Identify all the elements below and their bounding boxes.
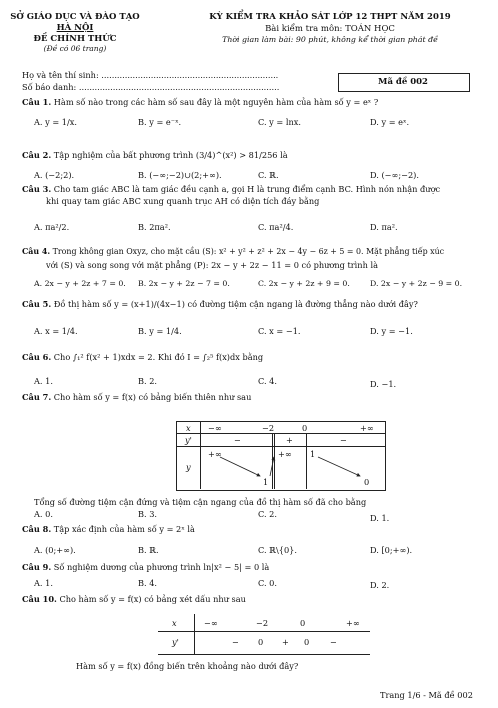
vt10-x-label: x	[172, 618, 177, 628]
q6-option-d: D. −1.	[370, 379, 397, 389]
vt7-arrows	[176, 446, 386, 490]
q2-text: Câu 2. Tập nghiệm của bất phương trình (3/4)^(x²) > 81/256 là	[22, 150, 288, 160]
q3-option-d: D. πa².	[370, 222, 398, 232]
q3-text-cont: khi quay tam giác ABC xung quanh trục AH có diện tích đáy bằng	[46, 196, 320, 206]
exam-code: Mã đề 002	[378, 77, 428, 87]
q8-option-c: C. ℝ\{0}.	[258, 545, 297, 555]
q1-option-d: D. y = eˣ.	[370, 117, 410, 127]
q7-text: Câu 7. Cho hàm số y = f(x) có bảng biến thiên như sau	[22, 392, 252, 402]
q6-option-a: A. 1.	[34, 376, 53, 386]
dept-name: SỞ GIÁO DỤC VÀ ĐÀO TẠO	[10, 12, 140, 22]
q9-text: Câu 9. Số nghiệm dương của phương trình ln|x² − 5| = 0 là	[22, 562, 270, 572]
q6-option-c: C. 4.	[258, 376, 277, 386]
vt7-y-min: 1	[263, 477, 269, 487]
q8-text: Câu 8. Tập xác định của hàm số y = 2ˣ là	[22, 524, 195, 534]
q4-option-a: A. 2x − y + 2z + 7 = 0.	[34, 279, 126, 288]
q10-text: Câu 10. Cho hàm số y = f(x) có bảng xét dấu như sau	[22, 594, 246, 604]
vt7-y-start: +∞	[208, 449, 222, 459]
vt7-yp-label: y'	[185, 435, 192, 445]
vt10-yp-zero2: 0	[304, 637, 310, 647]
vt7-x-zero: 0	[302, 423, 308, 433]
vt7-y-peak: +∞	[278, 449, 292, 459]
q5-option-b: B. y = 1/4.	[138, 326, 182, 336]
q8-option-b: B. ℝ.	[138, 545, 159, 555]
q5-option-a: A. x = 1/4.	[34, 326, 78, 336]
vt10-yp-sign1: −	[232, 637, 239, 647]
exam-title: KỲ KIỂM TRA KHẢO SÁT LỚP 12 THPT NĂM 2019	[209, 12, 451, 22]
q8-option-d: D. [0;+∞).	[370, 545, 413, 555]
q2-option-c: C. ℝ.	[258, 170, 279, 180]
vt7-x-neg-inf: −∞	[208, 423, 222, 433]
vt7-y-end: 0	[364, 477, 370, 487]
vt7-x-label: x	[186, 423, 191, 433]
q7-option-a: A. 0.	[34, 509, 53, 519]
q1-text: Câu 1. Hàm số nào trong các hàm số sau đây là một nguyên hàm của hàm số y = eˣ ?	[22, 97, 379, 107]
vt7-yp-sign3: −	[340, 435, 347, 445]
q6-option-b: B. 2.	[138, 376, 158, 386]
exam-page: SỞ GIÁO DỤC VÀ ĐÀO TẠO HÀ NỘI ĐỀ CHÍNH THỨC (Đề có 06 trang) KỲ KIỂM TRA KHẢO SÁT LỚP 12 THPT NĂM 2019 Bài kiểm tra môn: TOÁN HỌC Thời gian làm bài: 90 phút, không kể thời gian phát đề Họ và tên thí sinh: .................................................................... Số báo danh: ............................................................................. Mã đề 002 Câu 1. Hàm số nào trong các hàm số sau đây là một nguyên hàm của hàm số y = eˣ ? A. y = 1/x. B. y = e⁻ˣ. C. y = lnx. D. y = eˣ. Câu 2. Tập nghiệm của bất phương trình (3/4)^(x²) > 81/256 là A. (−2;2). B. (−∞;−2)∪(2;+∞). C. ℝ. D. (−∞;−2). Câu 3. Cho tam giác ABC là tam giác đều cạnh a, gọi H là trung điểm cạnh BC. Hình nón nhận được khi quay tam giác ABC xung quanh trục AH có diện tích đáy bằng A. πa²/2. B. 2πa². C. πa²/4. D. πa². Câu 4. Trong không gian Oxyz, cho mặt cầu (S): x² + y² + z² + 2x − 4y − 6z + 5 = 0. Mặt phẳng tiếp xúc với (S) và song song với mặt phẳng (P): 2x − y + 2z − 11 = 0 có phương trình là A. 2x − y + 2z + 7 = 0. B. 2x − y + 2z − 7 = 0. C. 2x − y + 2z + 9 = 0. D. 2x − y + 2z − 9 = 0. Câu 5. Đồ thị hàm số y = (x+1)/(4x−1) có đường tiệm cận ngang là đường thẳng nào dưới đây? A. x = 1/4. B. y = 1/4. C. x = −1. D. y = −1. Câu 6. Cho ∫₁² f(x² + 1)xdx = 2. Khi đó I = ∫₂⁵ f(x)dx bằng A. 1. B. 2. C. 4. D. −1. Câu 7. Cho hàm số y = f(x) có bảng biến thiên như sau x −∞ −2 0 +∞ y' − + − y +∞ 1 +∞ 1 0 Tổng số đường tiệm cận đứng và tiệm cận ngang của đồ thị hàm số đã cho bằng A. 0. B. 3. C. 2. D. 1. Câu 8. Tập xác định của hàm số y = 2ˣ là A. (0;+∞). B. ℝ. C. ℝ\{0}. D. [0;+∞). Câu 9. Số nghiệm dương của phương trình ln|x² − 5| = 0 là A. 1. B. 4. C. 0. D. 2. Câu 10. Cho hàm số y = f(x) có bảng xét dấu như sau x −∞ −2 0 +∞ y' − 0 + 0 − Hàm số y = f(x) đồng biến trên khoảng nào dưới đây? Trang 1/6 - Mã đề 002	[0, 0, 498, 708]
vt10-yp-label: y'	[172, 637, 179, 647]
vt10-x-neg2: −2	[256, 618, 269, 628]
q2-option-d: D. (−∞;−2).	[370, 170, 419, 180]
q10-followup: Hàm số y = f(x) đồng biến trên khoảng nào dưới đây?	[76, 661, 299, 671]
vt7-yp-sign1: −	[234, 435, 241, 445]
vt10-x-pos-inf: +∞	[346, 618, 360, 628]
q1-option-c: C. y = lnx.	[258, 117, 301, 127]
q7-option-b: B. 3.	[138, 509, 158, 519]
vt7-x-neg2: −2	[262, 423, 275, 433]
q4-text-cont: với (S) và song song với mặt phẳng (P): 2x − y + 2z − 11 = 0 có phương trình là	[46, 260, 378, 270]
q7-option-d: D. 1.	[370, 513, 390, 523]
vt7-x-pos-inf: +∞	[360, 423, 374, 433]
q5-text: Câu 5. Đồ thị hàm số y = (x+1)/(4x−1) có đường tiệm cận ngang là đường thẳng nào dưới đây?	[22, 299, 418, 309]
q6-text: Câu 6. Cho ∫₁² f(x² + 1)xdx = 2. Khi đó I = ∫₂⁵ f(x)dx bằng	[22, 352, 264, 362]
student-id-field: Số báo danh: .............................................................................	[22, 82, 280, 92]
q2-option-a: A. (−2;2).	[34, 170, 75, 180]
page-footer: Trang 1/6 - Mã đề 002	[380, 690, 473, 700]
vt7-yp-sign2: +	[286, 435, 293, 445]
q9-option-c: C. 0.	[258, 578, 277, 588]
q8-option-a: A. (0;+∞).	[34, 545, 76, 555]
vt10-yp-zero1: 0	[258, 637, 264, 647]
q1-option-a: A. y = 1/x.	[34, 117, 77, 127]
q3-text: Câu 3. Cho tam giác ABC là tam giác đều cạnh a, gọi H là trung điểm cạnh BC. Hình nón nhận được	[22, 184, 441, 194]
q4-text: Câu 4. Trong không gian Oxyz, cho mặt cầu (S): x² + y² + z² + 2x − 4y − 6z + 5 = 0. Mặt phẳng tiếp xúc	[22, 247, 445, 256]
subject: Bài kiểm tra môn: TOÁN HỌC	[265, 24, 395, 34]
q9-option-a: A. 1.	[34, 578, 53, 588]
q7-followup: Tổng số đường tiệm cận đứng và tiệm cận ngang của đồ thị hàm số đã cho bằng	[34, 497, 367, 507]
q1-option-b: B. y = e⁻ˣ.	[138, 117, 182, 127]
q3-option-a: A. πa²/2.	[34, 222, 70, 232]
time-note: Thời gian làm bài: 90 phút, không kể thời gian phát đề	[222, 35, 438, 44]
q3-option-b: B. 2πa².	[138, 222, 171, 232]
q5-option-c: C. x = −1.	[258, 326, 301, 336]
vt7-y-after-zero: 1	[310, 449, 316, 459]
q9-option-b: B. 4.	[138, 578, 158, 588]
vt10-yp-sign3: −	[330, 637, 337, 647]
vt10-yp-sign2: +	[282, 637, 289, 647]
city-name: HÀ NỘI	[56, 23, 94, 33]
q3-option-c: C. πa²/4.	[258, 222, 294, 232]
page-count: (Đề có 06 trang)	[43, 44, 107, 53]
q7-option-c: C. 2.	[258, 509, 277, 519]
vt10-x-neg-inf: −∞	[204, 618, 218, 628]
q2-option-b: B. (−∞;−2)∪(2;+∞).	[138, 170, 222, 180]
q4-option-d: D. 2x − y + 2z − 9 = 0.	[370, 279, 463, 288]
q4-option-c: C. 2x − y + 2z + 9 = 0.	[258, 279, 350, 288]
q5-option-d: D. y = −1.	[370, 326, 413, 336]
student-name-field: Họ và tên thí sinh: ....................................................................	[22, 70, 279, 80]
official-label: ĐỀ CHÍNH THỨC	[33, 34, 117, 44]
q9-option-d: D. 2.	[370, 580, 390, 590]
vt10-x-zero: 0	[300, 618, 306, 628]
q4-option-b: B. 2x − y + 2z − 7 = 0.	[138, 279, 230, 288]
